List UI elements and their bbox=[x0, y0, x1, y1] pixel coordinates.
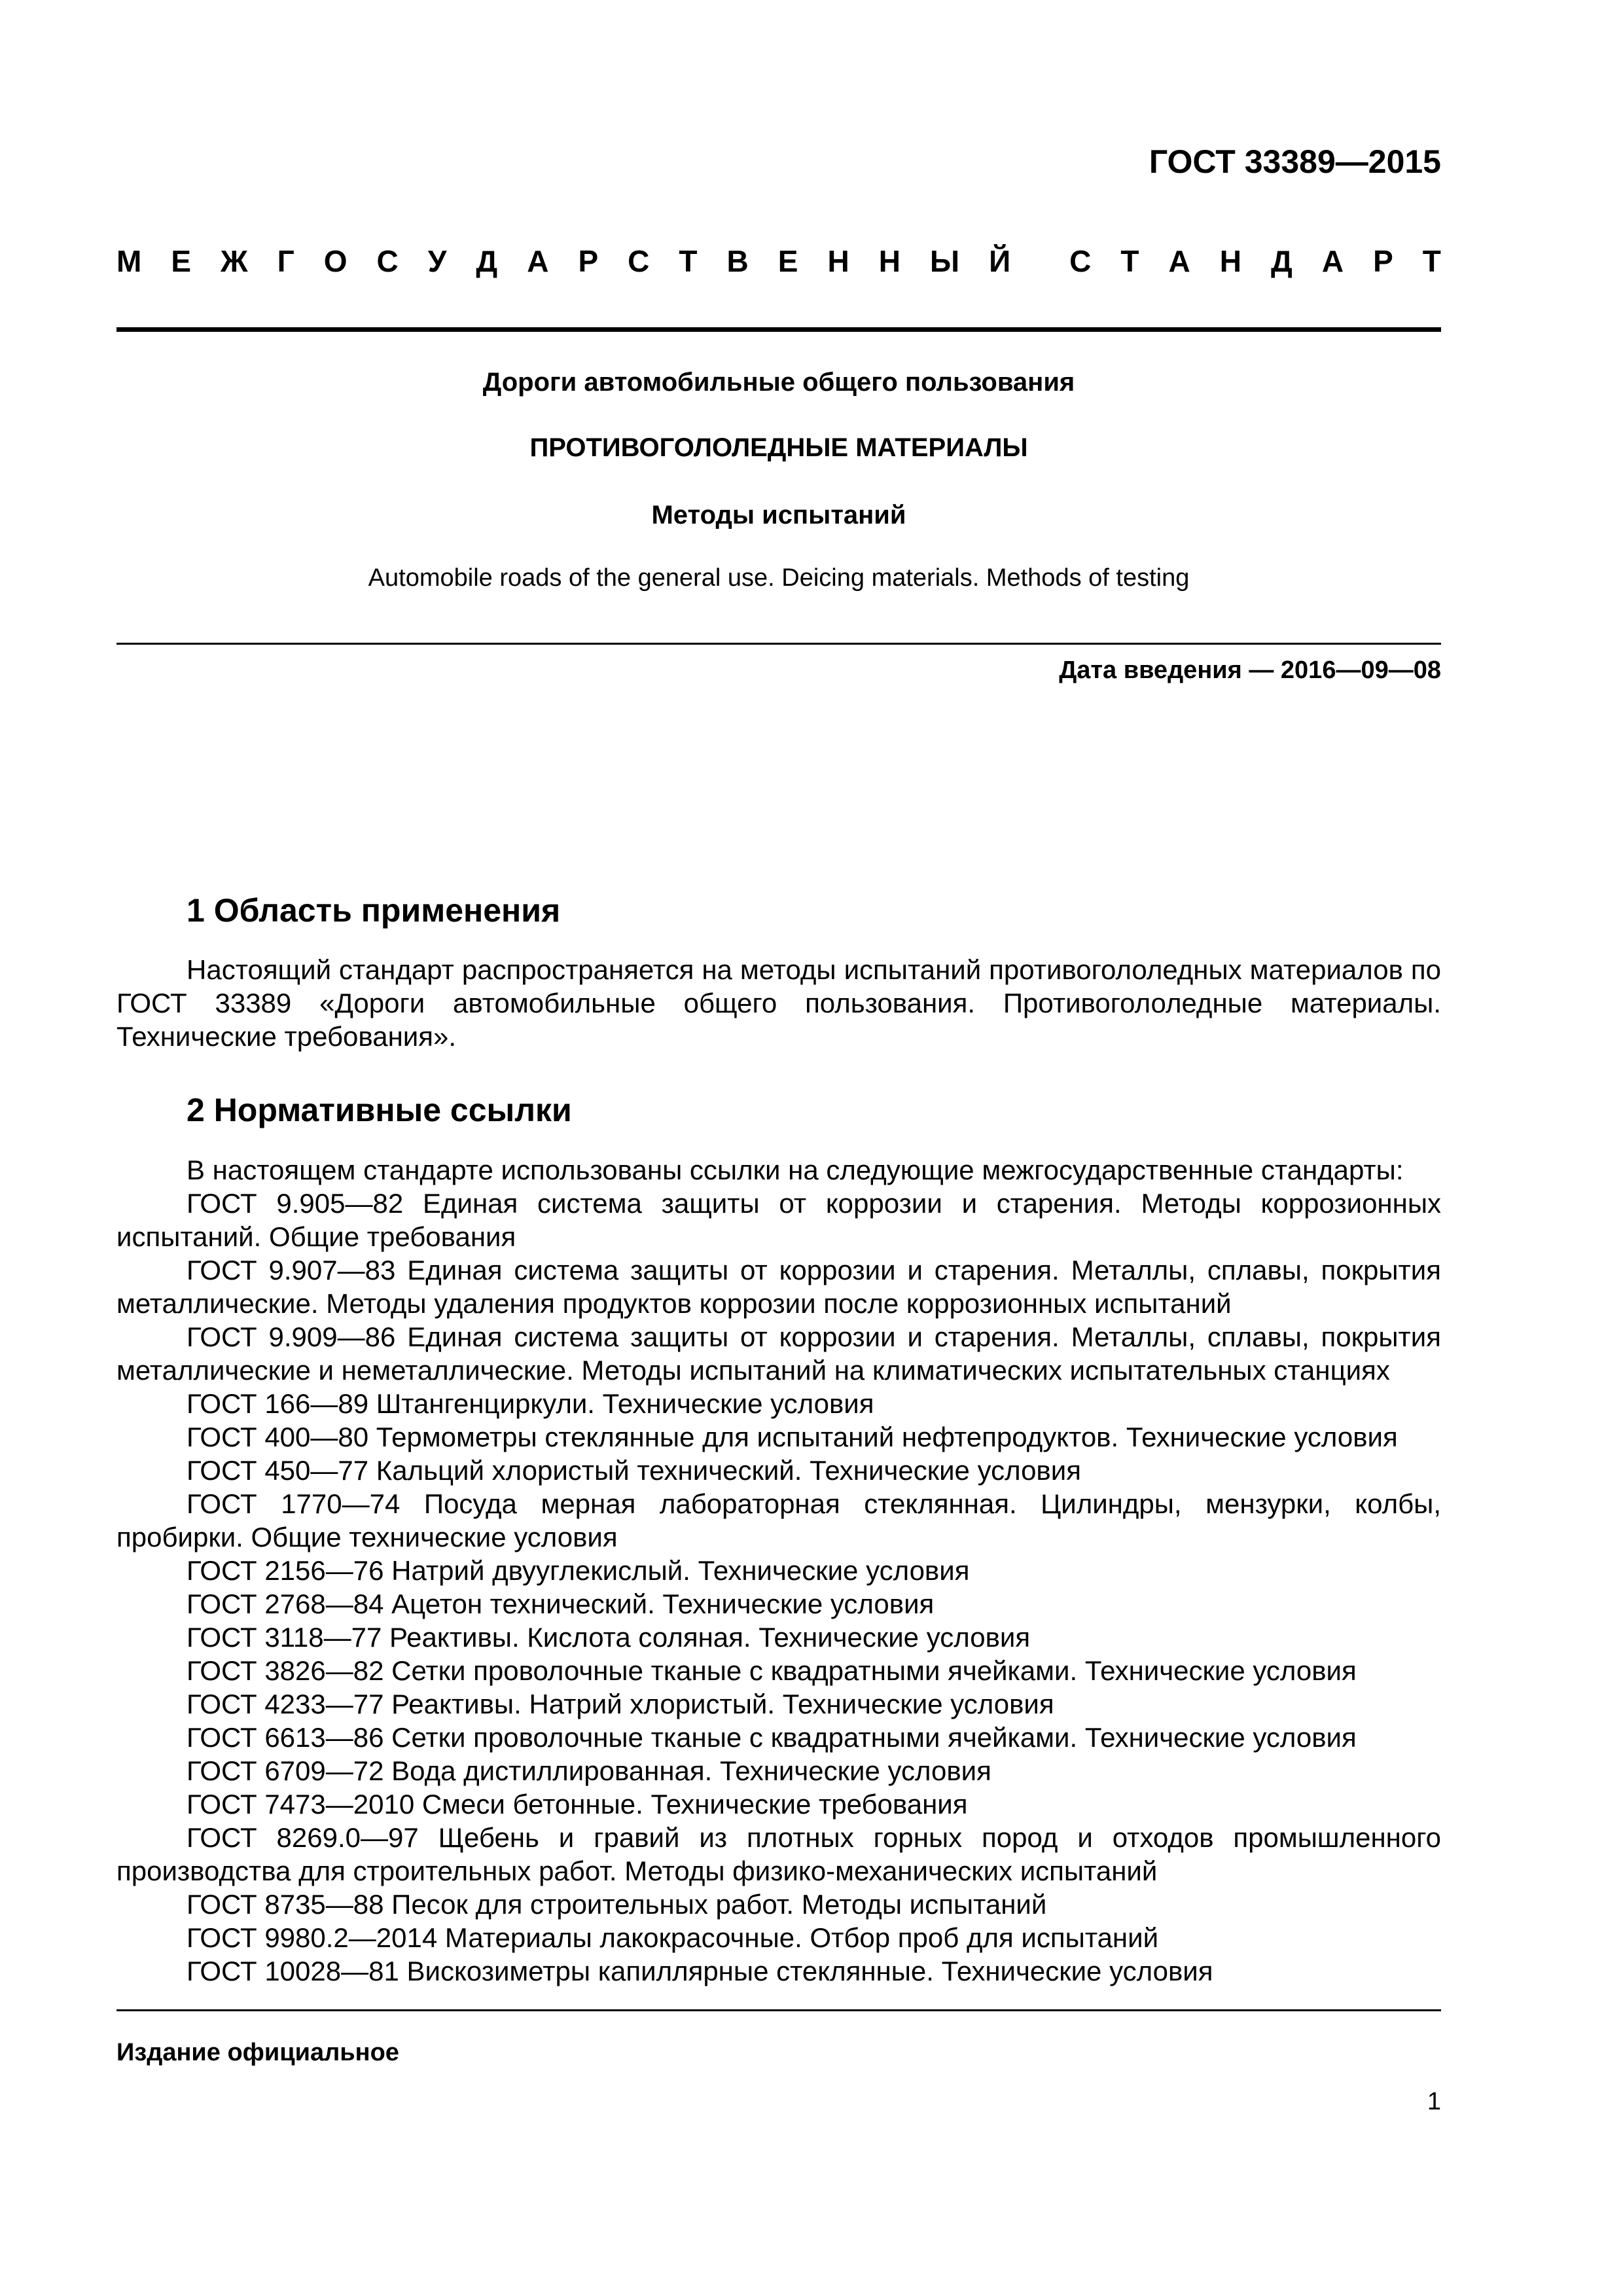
header-letter: Н bbox=[827, 244, 849, 278]
reference-item: ГОСТ 2768—84 Ацетон технический. Технические условия bbox=[187, 1588, 935, 1619]
reference-item: ГОСТ 3826—82 Сетки проволочные тканые с квадратными ячейками. Технические условия bbox=[187, 1655, 1357, 1686]
header-letter: С bbox=[628, 244, 650, 278]
reference-item: ГОСТ 9980.2—2014 Материалы лакокрасочные. Отбор проб для испытаний bbox=[187, 1922, 1159, 1953]
header-letter: О bbox=[323, 244, 348, 278]
section-2-body bbox=[116, 1153, 1441, 1988]
header-letter: А bbox=[527, 244, 549, 278]
standard-type-header bbox=[116, 243, 1441, 279]
header-letter: Ж bbox=[221, 244, 248, 278]
header-letter: Й bbox=[989, 244, 1011, 278]
header-letter: А bbox=[1168, 244, 1190, 278]
reference-item: ГОСТ 10028—81 Вискозиметры капиллярные стеклянные. Технические условия bbox=[187, 1956, 1213, 1986]
reference-item: ГОСТ 166—89 Штангенциркули. Технические условия bbox=[187, 1388, 874, 1419]
title-english: Automobile roads of the general use. Deicing materials. Methods of testing bbox=[368, 564, 1190, 592]
introduction-date: Дата введения — 2016—09—08 bbox=[1059, 656, 1441, 684]
reference-item: ГОСТ 9.905—82 Единая система защиты от коррозии и старения. Методы коррозионных испытаний. Общие требования bbox=[116, 1188, 1441, 1252]
header-letter: С bbox=[376, 244, 399, 278]
header-letter: У bbox=[427, 244, 447, 278]
section-2-heading: 2 Нормативные ссылки bbox=[187, 1092, 572, 1128]
header-letter: В bbox=[726, 244, 749, 278]
header-letter: Т bbox=[679, 244, 698, 278]
header-letter: С bbox=[1069, 244, 1092, 278]
section-1-heading: 1 Область применения bbox=[187, 892, 561, 929]
reference-item: ГОСТ 8735—88 Песок для строительных работ. Методы испытаний bbox=[187, 1889, 1047, 1920]
header-letter: Ы bbox=[930, 244, 960, 278]
header-divider bbox=[116, 327, 1441, 332]
section-1-body bbox=[116, 953, 1441, 1053]
reference-item: ГОСТ 4233—77 Реактивы. Натрий хлористый. Технические условия bbox=[187, 1689, 1054, 1719]
header-letter: Н bbox=[878, 244, 901, 278]
header-letter: Д bbox=[1271, 244, 1293, 278]
reference-item: ГОСТ 2156—76 Натрий двууглекислый. Технические условия bbox=[187, 1555, 970, 1586]
title-divider bbox=[116, 643, 1441, 645]
reference-item: ГОСТ 9.907—83 Единая система защиты от коррозии и старения. Металлы, сплавы, покрытия металлические. Методы удаления продуктов коррозии после коррозионных испытаний bbox=[116, 1255, 1441, 1319]
title-line-3: Методы испытаний bbox=[651, 501, 906, 529]
reference-item: ГОСТ 3118—77 Реактивы. Кислота соляная. Технические условия bbox=[187, 1622, 1031, 1653]
header-letter: Н bbox=[1219, 244, 1242, 278]
header-letter: Д bbox=[476, 244, 498, 278]
section-2-intro: В настоящем стандарте использованы ссылки на следующие межгосударственные стандарты: bbox=[187, 1155, 1404, 1185]
header-letter: М bbox=[116, 244, 142, 278]
reference-item: ГОСТ 6709—72 Вода дистиллированная. Технические условия bbox=[187, 1755, 991, 1786]
reference-item: ГОСТ 1770—74 Посуда мерная лабораторная стеклянная. Цилиндры, мензурки, колбы, пробирки. Общие технические условия bbox=[116, 1488, 1441, 1552]
section-1-paragraph: Настоящий стандарт распространяется на методы испытаний противогололедных материалов по ГОСТ 33389 «Дороги автомобильные общего пользования. Противогололедные материалы. Технические требования». bbox=[116, 954, 1441, 1052]
footer-divider bbox=[116, 2009, 1441, 2011]
reference-item: ГОСТ 9.909—86 Единая система защиты от коррозии и старения. Металлы, сплавы, покрытия металлические и неметаллические. Методы испытаний на климатических испытательных станциях bbox=[116, 1321, 1441, 1386]
reference-item: ГОСТ 8269.0—97 Щебень и гравий из плотных горных пород и отходов промышленного производства для строительных работ. Методы физико-механических испытаний bbox=[116, 1822, 1441, 1886]
reference-item: ГОСТ 450—77 Кальций хлористый технический. Технические условия bbox=[187, 1455, 1081, 1486]
reference-item: ГОСТ 6613—86 Сетки проволочные тканые с квадратными ячейками. Технические условия bbox=[187, 1722, 1357, 1753]
reference-item: ГОСТ 7473—2010 Смеси бетонные. Технические требования bbox=[187, 1789, 968, 1820]
header-letter: А bbox=[1321, 244, 1344, 278]
publication-note: Издание официальное bbox=[116, 2039, 399, 2066]
header-letter: Е bbox=[171, 244, 192, 278]
document-number: ГОСТ 33389—2015 bbox=[1149, 143, 1441, 180]
header-letter: Т bbox=[1120, 244, 1139, 278]
reference-item: ГОСТ 400—80 Термометры стеклянные для испытаний нефтепродуктов. Технические условия bbox=[187, 1422, 1398, 1452]
title-line-1: Дороги автомобильные общего пользования bbox=[482, 368, 1075, 397]
header-letter: Р bbox=[1373, 244, 1393, 278]
header-letter: Г bbox=[277, 244, 294, 278]
title-line-2: ПРОТИВОГОЛОЛЕДНЫЕ МАТЕРИАЛЫ bbox=[529, 433, 1028, 462]
page-number: 1 bbox=[1427, 2088, 1441, 2115]
header-letter: Т bbox=[1422, 244, 1441, 278]
header-letter: Е bbox=[777, 244, 798, 278]
header-letter: Р bbox=[578, 244, 599, 278]
